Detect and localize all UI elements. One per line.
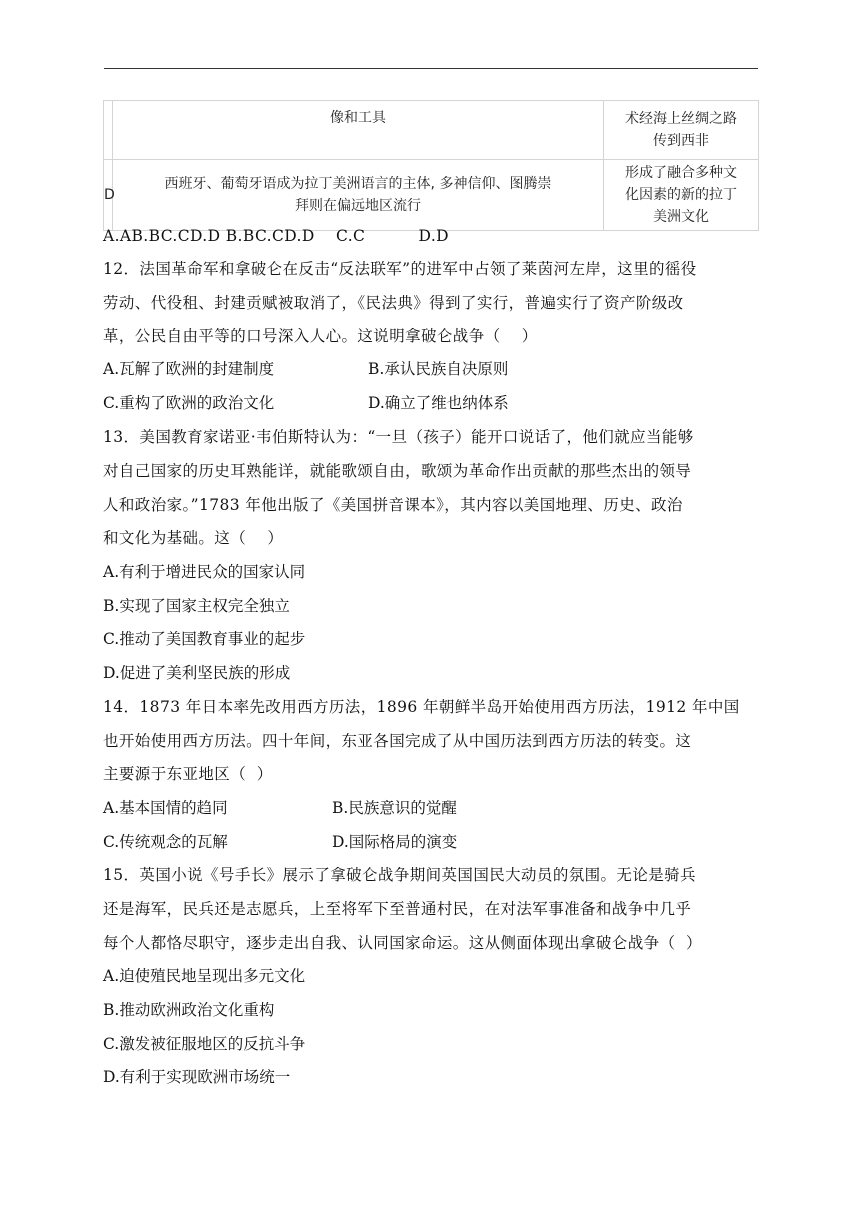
q15-option-c: C.激发被征服地区的反抗斗争 [103, 1035, 306, 1053]
q12-option-c: C.重构了欧洲的政治文化 [103, 394, 275, 412]
q14-option-d: D.国际格局的演变 [332, 833, 458, 851]
q15-stem-line: 15．英国小说《号手长》展示了拿破仑战争期间英国国民大动员的氛围。无论是骑兵 [103, 866, 696, 884]
q13-stem-line: 13．美国教育家诺亚·韦伯斯特认为：“一旦（孩子）能开口说话了，他们就应当能够 [103, 428, 694, 446]
header-rule [104, 68, 758, 69]
q13-option-a: A.有利于增进民众的国家认同 [103, 563, 306, 581]
q14-stem-line: 也开始使用西方历法。四十年间，东亚各国完成了从中国历法到西方历法的转变。这 [103, 732, 692, 750]
q12-option-d: D.确立了维也纳体系 [368, 394, 509, 412]
q12-stem-line: 劳动、代役租、封建贡赋被取消了，《民法典》得到了实行，普遍实行了资产阶级改 [103, 294, 684, 312]
q15-option-a: A.迫使殖民地呈现出多元文化 [103, 967, 306, 985]
q12-option-b: B.承认民族自决原则 [368, 360, 509, 378]
cell-line: 美洲文化 [653, 209, 709, 225]
table-cell [604, 160, 759, 231]
q15-option-d: D.有利于实现欧洲市场统一 [103, 1068, 291, 1086]
q13-option-b: B.实现了国家主权完全独立 [103, 597, 290, 615]
row-label: D [104, 160, 113, 231]
q15-option-b: B.推动欧洲政治文化重构 [103, 1001, 275, 1019]
q11-options: A.AB.BC.CD.D B.BC.CD.D C.C D.D [103, 227, 449, 245]
cell-line: 形成了融合多种文 [625, 165, 737, 181]
q12-stem-line: 12．法国革命军和拿破仑在反击“反法联军”的进军中占领了莱茵河左岸，这里的徭役 [103, 260, 697, 278]
row-label [104, 101, 113, 160]
table-cell [604, 101, 759, 160]
q14-option-a: A.基本国情的趋同 [103, 799, 228, 817]
cell-line: 西班牙、葡萄牙语成为拉丁美洲语言的主体, 多神信仰、图腾崇 [164, 176, 552, 192]
q13-stem-line: 对自己国家的历史耳熟能详，就能歌颂自由，歌颂为革命作出贡献的那些杰出的领导 [103, 462, 692, 480]
cell-line: 传到西非 [653, 133, 709, 149]
table-cell [113, 160, 604, 231]
table-cell: 像和工具 [113, 101, 604, 160]
q12-option-a: A.瓦解了欧洲的封建制度 [103, 360, 275, 378]
q13-option-c: C.推动了美国教育事业的起步 [103, 630, 306, 648]
cell-line: 拜则在偏远地区流行 [295, 198, 421, 214]
table-row [104, 160, 759, 231]
table-row [104, 101, 759, 160]
cell-line: 术经海上丝绸之路 [625, 111, 737, 127]
q13-option-d: D.促进了美利坚民族的形成 [103, 664, 291, 682]
q15-stem-line: 还是海军，民兵还是志愿兵，上至将军下至普通村民，在对法军事准备和战争中几乎 [103, 900, 692, 918]
q14-option-c: C.传统观念的瓦解 [103, 833, 228, 851]
q14-option-b: B.民族意识的觉醒 [332, 799, 457, 817]
answer-table [103, 100, 759, 231]
q15-stem-line: 每个人都恪尽职守，逐步走出自我、认同国家命运。这从侧面体现出拿破仑战争（ ） [103, 934, 702, 952]
q13-stem-line: 和文化为基础。这（ ） [103, 529, 284, 547]
q14-stem-line: 主要源于东亚地区（ ） [103, 765, 273, 783]
cell-line: 化因素的新的拉丁 [625, 187, 737, 203]
q13-stem-line: 人和政治家。”1783 年他出版了《美国拼音课本》，其内容以美国地理、历史、政治 [103, 496, 683, 514]
q12-stem-line: 革，公民自由平等的口号深入人心。这说明拿破仑战争（ ） [103, 327, 538, 345]
q14-stem-line: 14．1873 年日本率先改用西方历法，1896 年朝鲜半岛开始使用西方历法，1912 年中国 [103, 698, 740, 716]
